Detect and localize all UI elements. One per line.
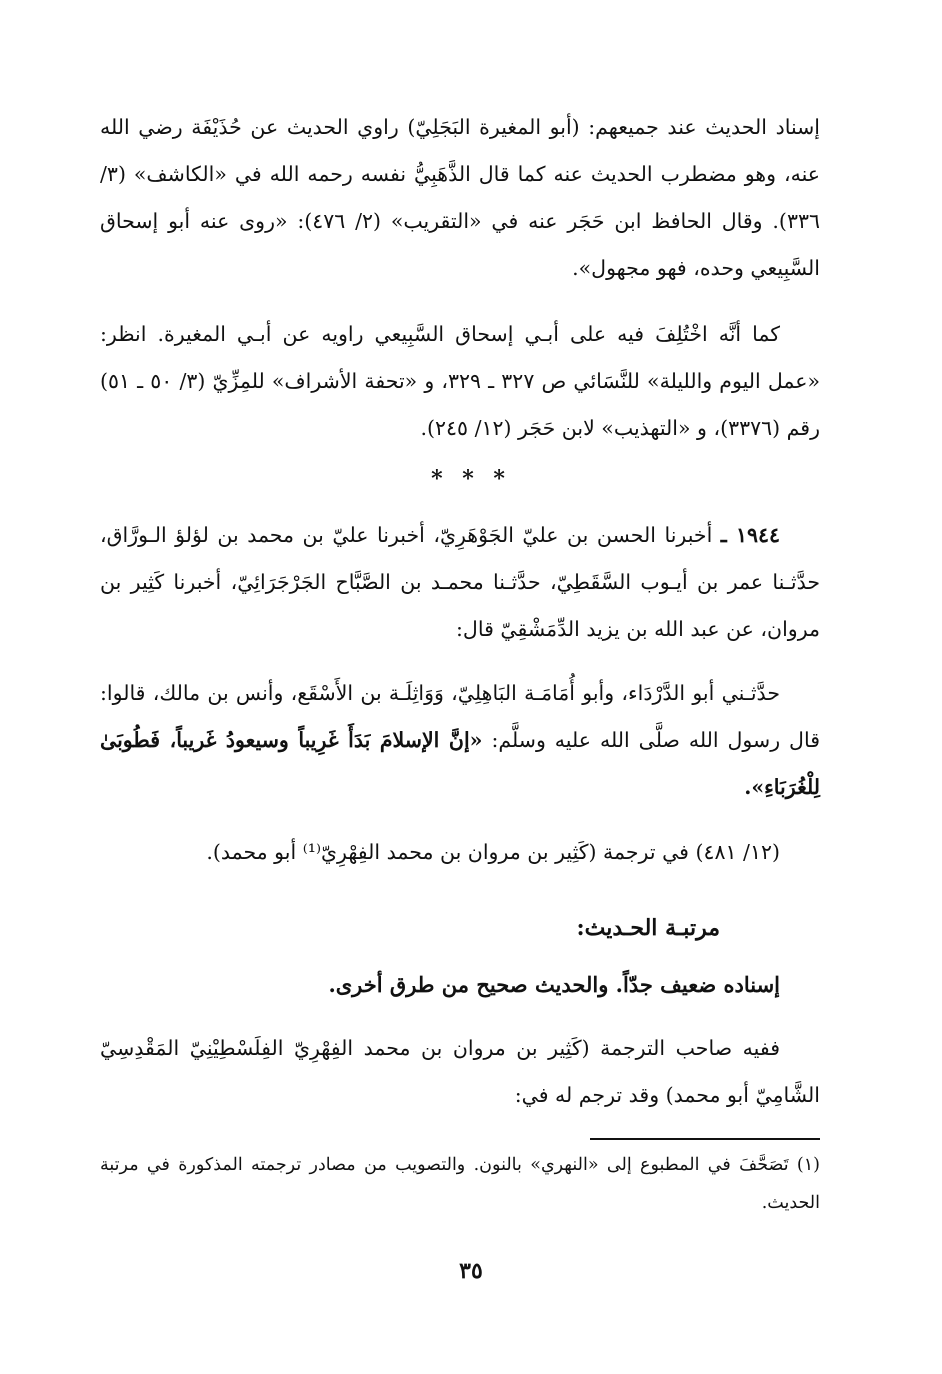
hadith-matn-text: «إنَّ الإسلامَ بَدَأَ غَرِيباً وسيعودُ غَريباً، فَطُوبَىٰ لِلْغُرَبَاءِ». (100, 728, 820, 799)
footnote: (١) تَصَحَّفَ في المطبوع إلى «النهري» بالنون. والتصويب من مصادر ترجمته المذكورة في مرتبة الحديث. (100, 1155, 820, 1213)
hadith-number: ١٩٤٤ ـ (720, 523, 780, 547)
hadith-isnad-text: أخبرنا الحسن بن عليّ الجَوْهَرِيّ، أخبرنا عليّ بن محمد بن لؤلؤ الـورَّاق، حدَّثـنا عمر بن أيـوب السَّقَطِيّ، حدَّثـنا محمـد بن الصَّبَّاح الجَرْجَرَائِيّ، أخبرنا كَثِير بن مروان، عن عبد الله بن يزيد الدِّمَشْقِيّ قال: (100, 523, 820, 641)
page-number: ٣٥ (459, 1258, 483, 1284)
section-heading: مرتبـة الحـديث: (576, 915, 720, 941)
footnote-divider (590, 1138, 820, 1140)
hadith-verdict: إسناده ضعيف جدّاً. والحديث صحيح من طرق أخرى. (328, 972, 780, 997)
paragraph-hadith-matn (100, 670, 820, 811)
paragraph-narrator-biography: ففيه صاحب الترجمة (كَثِير بن مروان بن محمد الفِهْرِيّ الفِلَسْطِيْنِيّ المَقْدِسِيّ الشَّامِيّ أبو محمد) وقد ترجم له في: (100, 1036, 820, 1107)
hadith-matn-intro: حدَّثـني أبو الدَّرْدَاء، وأبو أُمَامَـة البَاهِلِيّ، وَوَاثِلَـة بن الأَسْقَع، وأنس بن مالك، قالوا: قال رسول الله صلَّى الله عليه وسلَّم: (100, 681, 820, 752)
paragraph-source-reference: (١٢/ ٤٨١) في ترجمة (كَثِير بن مروان بن محمد الفِهْرِيّ⁽¹⁾ أبو محمد). (206, 840, 780, 864)
paragraph-ikhtilaf: كما أنَّه اخْتُلِفَ فيه على أبـي إسحاق السَّبِيعي راويه عن أبـي المغيرة. انظر: «عمل اليوم والليلة» للنَّسَائي ص ٣٢٧ ـ ٣٢٩، و «تحفة الأشراف» للمِزِّيّ (٣/ ٥٠ ـ ٥١) رقم (٣٣٧٦)، و «التهذيب» لابن حَجَر (١٢/ ٢٤٥). (100, 322, 820, 440)
paragraph-hadith-isnad (100, 512, 820, 653)
section-separator: * * * (431, 466, 511, 492)
paragraph-isnad-analysis: إسناد الحديث عند جميعهم: (أبو المغيرة البَجَلِيّ) راوي الحديث عن حُذَيْفَة رضي الله عنه، وهو مضطرب الحديث عنه كما قال الذَّهَبِيُّ نفسه رحمه الله في «الكاشف» (٣/ ٣٣٦). وقال الحافظ ابن حَجَر عنه في «التقريب» (٢/ ٤٧٦): «روى عنه أبو إسحاق السَّبِيعي وحده، فهو مجهول». (100, 115, 820, 280)
